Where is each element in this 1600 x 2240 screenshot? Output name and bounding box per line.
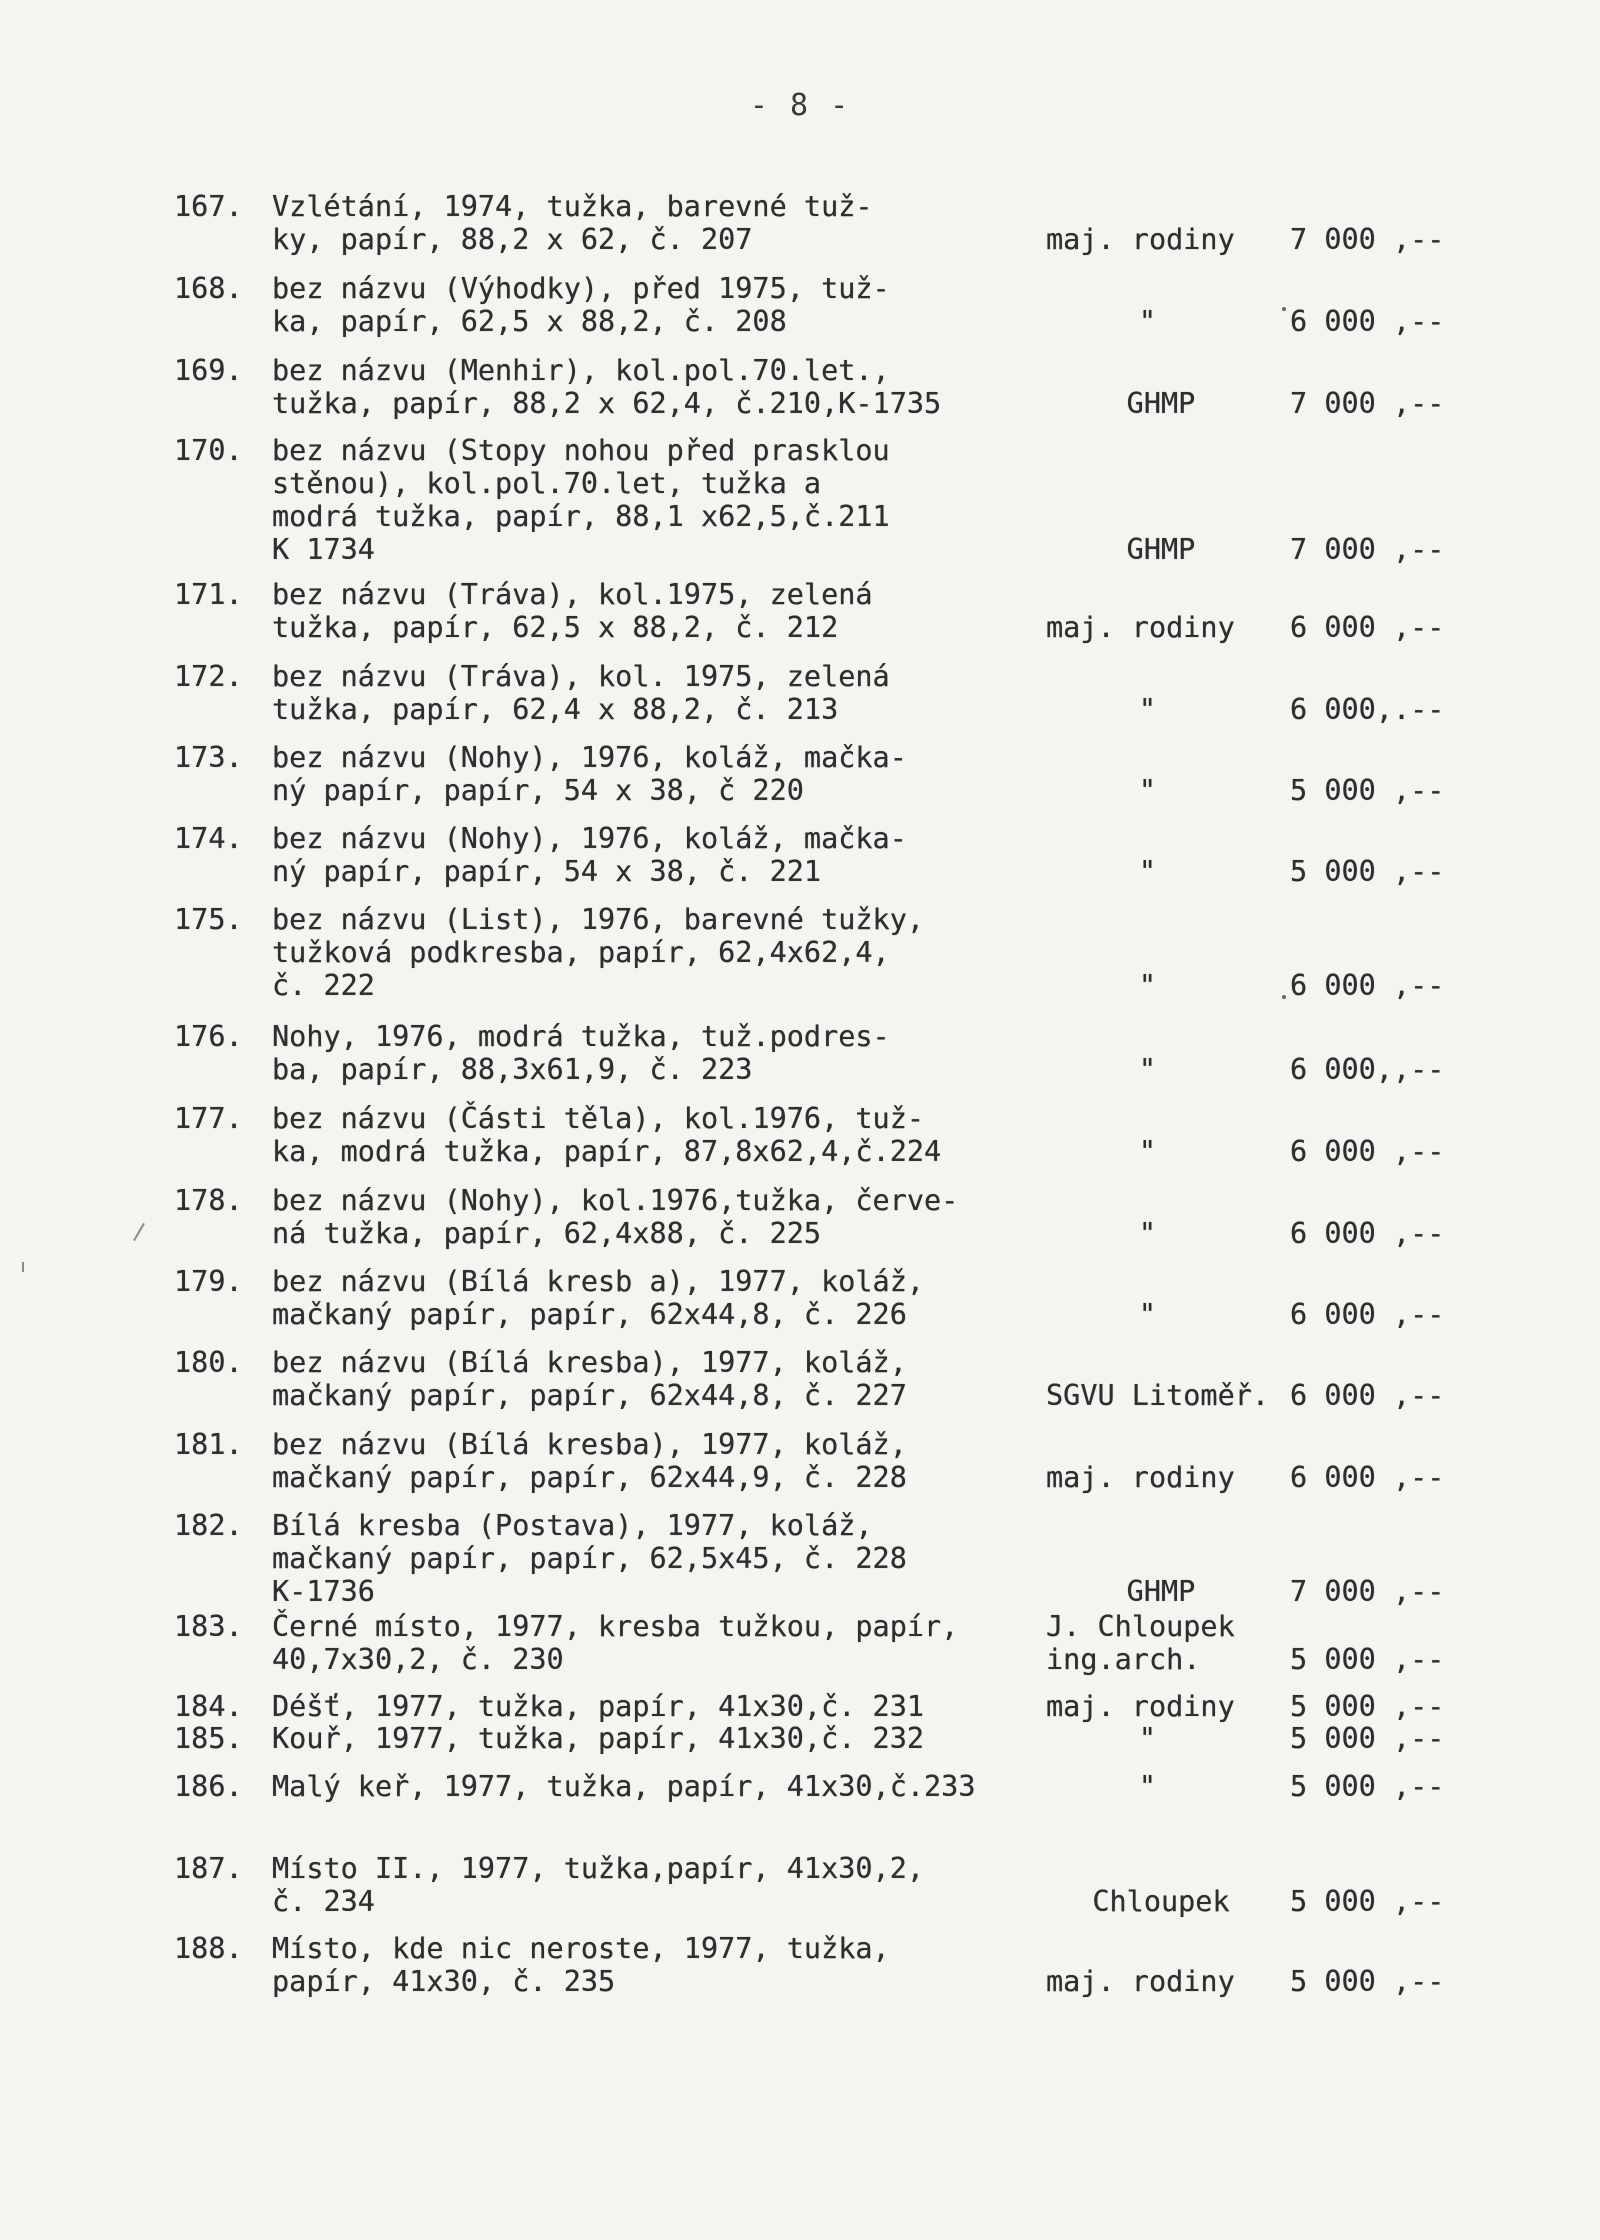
entry-description — [272, 1932, 1052, 1998]
description-line: bez názvu (Tráva), kol. 1975, zelená — [272, 660, 890, 693]
scan-mark — [133, 1223, 145, 1241]
entry-value: 6 000 ,-- — [1290, 305, 1445, 338]
entry-number: 187. — [174, 1852, 243, 1885]
entry-description — [272, 272, 1052, 338]
entry-description — [272, 903, 1052, 1002]
owner-line: maj. rodiny — [1046, 1965, 1235, 1998]
owner-line: GHMP — [1126, 1575, 1196, 1608]
owner-line: GHMP — [1126, 533, 1196, 566]
entry-owner — [1046, 693, 1156, 726]
description-line: mačkaný papír, papír, 62x44,8, č. 226 — [272, 1298, 907, 1331]
entry-owner — [1046, 305, 1156, 338]
entry-owner — [1046, 223, 1276, 256]
entry-owner — [1046, 1690, 1276, 1723]
description-line: Bílá kresba (Postava), 1977, koláž, — [272, 1509, 873, 1542]
description-line: bez názvu (Tráva), kol.1975, zelená — [272, 578, 873, 611]
entry-owner — [1046, 1770, 1156, 1803]
entry-owner — [1046, 533, 1276, 566]
entry-number: 184. — [174, 1690, 243, 1723]
owner-line: Chloupek — [1092, 1885, 1230, 1918]
entry-value: 5 000 ,-- — [1290, 774, 1445, 807]
description-line: bez názvu (Bílá kresba), 1977, koláž, — [272, 1346, 907, 1379]
entry-value: 6 000,,-- — [1290, 1053, 1445, 1086]
description-line: ka, papír, 62,5 x 88,2, č. 208 — [272, 305, 787, 338]
entry-description — [272, 1770, 1052, 1803]
owner-line: " — [1138, 1135, 1156, 1168]
owner-line: maj. rodiny — [1046, 1461, 1235, 1494]
owner-line: " — [1138, 1053, 1156, 1086]
entry-number: 186. — [174, 1770, 243, 1803]
description-line: K 1734 — [272, 533, 375, 566]
entry-description — [272, 1184, 1052, 1250]
description-line: mačkaný papír, papír, 62x44,8, č. 227 — [272, 1379, 907, 1412]
entry-description — [272, 1265, 1052, 1331]
description-line: Kouř, 1977, tužka, papír, 41x30,č. 232 — [272, 1722, 925, 1755]
description-line: Místo II., 1977, tužka,papír, 41x30,2, — [272, 1852, 925, 1885]
description-line: tužka, papír, 88,2 x 62,4, č.210,K-1735 — [272, 387, 942, 420]
description-line: bez názvu (List), 1976, barevné tužky, — [272, 903, 925, 936]
description-line: ky, papír, 88,2 x 62, č. 207 — [272, 223, 753, 256]
owner-line: " — [1138, 1770, 1156, 1803]
entry-owner — [1046, 1722, 1156, 1755]
entry-value: 5 000 ,-- — [1290, 855, 1445, 888]
entry-description — [272, 1722, 1052, 1755]
entry-owner — [1046, 855, 1156, 888]
entry-number: 177. — [174, 1102, 243, 1135]
description-line: ba, papír, 88,3x61,9, č. 223 — [272, 1053, 753, 1086]
description-line: č. 222 — [272, 969, 375, 1002]
entry-value: 7 000 ,-- — [1290, 1575, 1445, 1608]
entry-value: 7 000 ,-- — [1290, 223, 1445, 256]
entry-owner — [1046, 1965, 1276, 1998]
description-line: Místo, kde nic neroste, 1977, tužka, — [272, 1932, 890, 1965]
description-line: mačkaný papír, papír, 62,5x45, č. 228 — [272, 1542, 907, 1575]
entry-value: 6 000 ,-- — [1290, 1298, 1445, 1331]
entry-value: 7 000 ,-- — [1290, 533, 1445, 566]
entry-number: 178. — [174, 1184, 243, 1217]
entry-number: 183. — [174, 1610, 243, 1643]
entry-description — [272, 1346, 1052, 1412]
description-line: č. 234 — [272, 1885, 375, 1918]
description-line: ka, modrá tužka, papír, 87,8x62,4,č.224 — [272, 1135, 942, 1168]
entry-owner — [1046, 1885, 1276, 1918]
entry-value: 5 000 ,-- — [1290, 1690, 1445, 1723]
owner-line: maj. rodiny — [1046, 611, 1235, 644]
scan-speck — [1282, 307, 1286, 311]
entry-owner — [1046, 774, 1156, 807]
description-line: Nohy, 1976, modrá tužka, tuž.podres- — [272, 1020, 890, 1053]
entry-description — [272, 190, 1052, 256]
entry-number: 167. — [174, 190, 243, 223]
owner-line: SGVU Litoměř. — [1046, 1379, 1270, 1412]
entry-description — [272, 578, 1052, 644]
entry-owner — [1046, 1053, 1156, 1086]
owner-line: " — [1138, 969, 1156, 1002]
description-line: ná tužka, papír, 62,4x88, č. 225 — [272, 1217, 822, 1250]
entry-description — [272, 1102, 1052, 1168]
entry-description — [272, 1690, 1052, 1723]
description-line: tužka, papír, 62,5 x 88,2, č. 212 — [272, 611, 839, 644]
entry-description — [272, 354, 1052, 420]
entry-value: 5 000 ,-- — [1290, 1885, 1445, 1918]
entry-owner — [1046, 611, 1276, 644]
entry-number: 179. — [174, 1265, 243, 1298]
entry-number: 188. — [174, 1932, 243, 1965]
description-line: tužková podkresba, papír, 62,4x62,4, — [272, 936, 890, 969]
entry-description — [272, 660, 1052, 726]
owner-line: maj. rodiny — [1046, 223, 1235, 256]
entry-value: 7 000 ,-- — [1290, 387, 1445, 420]
description-line: ný papír, papír, 54 x 38, č 220 — [272, 774, 804, 807]
owner-line: " — [1138, 1298, 1156, 1331]
description-line: modrá tužka, papír, 88,1 x62,5,č.211 — [272, 500, 890, 533]
owner-line: J. Chloupek — [1046, 1610, 1235, 1643]
entry-number: 185. — [174, 1722, 243, 1755]
scan-mark — [22, 1262, 24, 1272]
owner-line: maj. rodiny — [1046, 1690, 1235, 1723]
entry-value: 5 000 ,-- — [1290, 1643, 1445, 1676]
entry-owner — [1046, 1135, 1156, 1168]
entry-number: 173. — [174, 741, 243, 774]
entry-value: 5 000 ,-- — [1290, 1722, 1445, 1755]
entry-number: 172. — [174, 660, 243, 693]
entry-value: 6 000,.-- — [1290, 693, 1445, 726]
owner-line: " — [1138, 305, 1156, 338]
description-line: Malý keř, 1977, tužka, papír, 41x30,č.233 — [272, 1770, 976, 1803]
description-line: bez názvu (Stopy nohou před prasklou — [272, 434, 890, 467]
entry-description — [272, 1020, 1052, 1086]
entry-number: 176. — [174, 1020, 243, 1053]
entry-description — [272, 1610, 1052, 1676]
description-line: bez názvu (Bílá kresba), 1977, koláž, — [272, 1428, 907, 1461]
entry-value: 5 000 ,-- — [1290, 1770, 1445, 1803]
entry-owner — [1046, 387, 1276, 420]
entry-owner — [1046, 1217, 1156, 1250]
description-line: bez názvu (Výhodky), před 1975, tuž- — [272, 272, 890, 305]
description-line: Vzlétání, 1974, tužka, barevné tuž- — [272, 190, 873, 223]
entry-value: 6 000 ,-- — [1290, 1461, 1445, 1494]
entry-value: 6 000 ,-- — [1290, 1379, 1445, 1412]
description-line: bez názvu (Nohy), 1976, koláž, mačka- — [272, 822, 907, 855]
entry-description — [272, 741, 1052, 807]
description-line: bez názvu (Části těla), kol.1976, tuž- — [272, 1102, 925, 1135]
entry-number: 170. — [174, 434, 243, 467]
entry-owner — [1046, 1610, 1276, 1676]
entry-owner — [1046, 969, 1156, 1002]
entry-number: 169. — [174, 354, 243, 387]
entry-owner — [1046, 1461, 1276, 1494]
entry-number: 171. — [174, 578, 243, 611]
owner-line: ing.arch. — [1046, 1643, 1201, 1676]
description-line: K-1736 — [272, 1575, 375, 1608]
entry-number: 181. — [174, 1428, 243, 1461]
owner-line: " — [1138, 774, 1156, 807]
entry-number: 180. — [174, 1346, 243, 1379]
entry-number: 174. — [174, 822, 243, 855]
entry-owner — [1046, 1575, 1276, 1608]
description-line: ný papír, papír, 54 x 38, č. 221 — [272, 855, 822, 888]
entry-value: 6 000 ,-- — [1290, 1135, 1445, 1168]
description-line: Černé místo, 1977, kresba tužkou, papír, — [272, 1610, 959, 1643]
description-line: stěnou), kol.pol.70.let, tužka a — [272, 467, 822, 500]
entry-description — [272, 822, 1052, 888]
owner-line: " — [1138, 1217, 1156, 1250]
entry-number: 182. — [174, 1509, 243, 1542]
entry-number: 175. — [174, 903, 243, 936]
description-line: Déšť, 1977, tužka, papír, 41x30,č. 231 — [272, 1690, 925, 1723]
entry-value: 6 000 ,-- — [1290, 1217, 1445, 1250]
description-line: papír, 41x30, č. 235 — [272, 1965, 616, 1998]
owner-line: " — [1138, 693, 1156, 726]
owner-line: " — [1138, 855, 1156, 888]
entry-owner — [1046, 1298, 1156, 1331]
description-line: bez názvu (Menhir), kol.pol.70.let., — [272, 354, 890, 387]
owner-line: " — [1138, 1722, 1156, 1755]
description-line: tužka, papír, 62,4 x 88,2, č. 213 — [272, 693, 839, 726]
entry-owner — [1046, 1379, 1276, 1412]
entry-description — [272, 1509, 1052, 1608]
owner-line: GHMP — [1126, 387, 1196, 420]
entry-value: 5 000 ,-- — [1290, 1965, 1445, 1998]
entry-description — [272, 1428, 1052, 1494]
entry-value: 6 000 ,-- — [1290, 611, 1445, 644]
page-number: - 8 - — [749, 88, 851, 123]
entry-description — [272, 1852, 1052, 1918]
entry-value: 6 000 ,-- — [1290, 969, 1445, 1002]
description-line: bez názvu (Bílá kresb a), 1977, koláž, — [272, 1265, 925, 1298]
description-line: mačkaný papír, papír, 62x44,9, č. 228 — [272, 1461, 907, 1494]
description-line: 40,7x30,2, č. 230 — [272, 1643, 564, 1676]
scan-speck — [1282, 995, 1286, 999]
description-line: bez názvu (Nohy), 1976, koláž, mačka- — [272, 741, 907, 774]
description-line: bez názvu (Nohy), kol.1976,tužka, červe- — [272, 1184, 959, 1217]
entry-number: 168. — [174, 272, 243, 305]
entry-description — [272, 434, 1052, 566]
